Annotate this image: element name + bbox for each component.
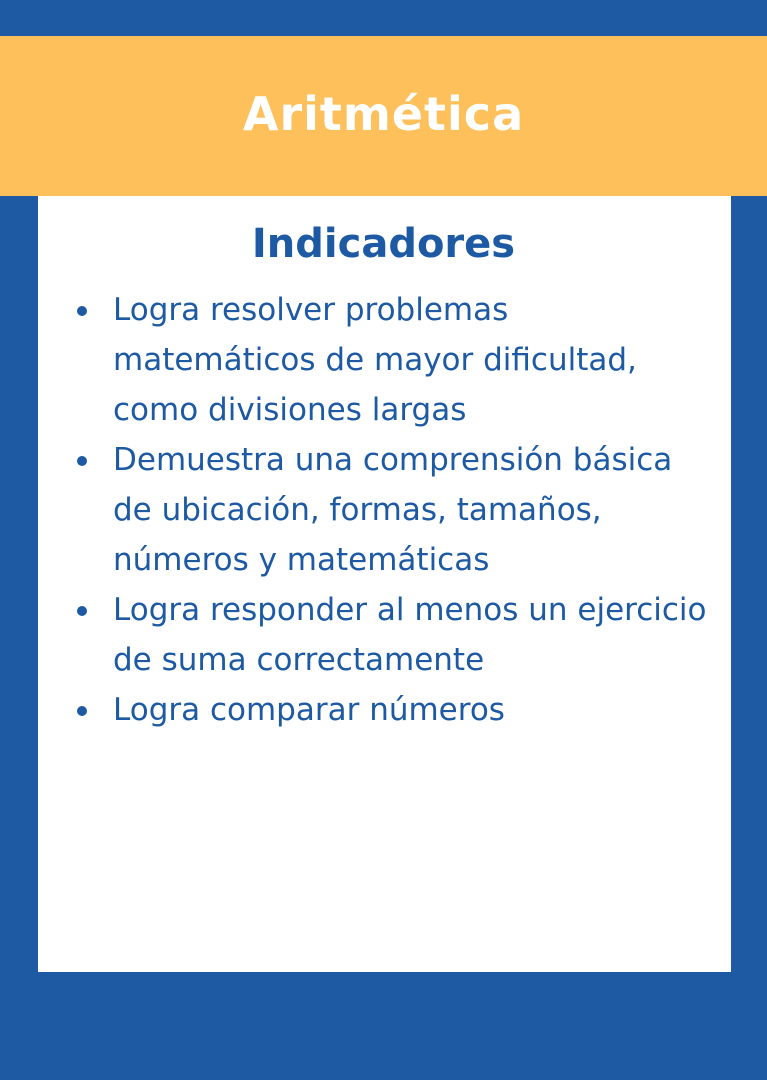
indicator-item — [72, 685, 712, 735]
header-band — [0, 36, 767, 196]
indicator-text: Logra comparar números — [113, 692, 505, 728]
bullet-icon — [77, 606, 87, 616]
indicator-text: Logra resolver problemas matemáticos de mayor dificultad, como divisiones largas — [113, 292, 637, 428]
bullet-icon — [77, 706, 87, 716]
bullet-icon — [77, 306, 87, 316]
bullet-icon — [77, 456, 87, 466]
header-title: Aritmética — [242, 87, 525, 141]
indicator-item — [72, 585, 712, 685]
indicator-text: Logra responder al menos un ejercicio de suma correctamente — [113, 592, 707, 678]
indicator-list — [72, 285, 712, 735]
indicator-text: Demuestra una comprensión básica de ubicación, formas, tamaños, números y matemáticas — [113, 442, 673, 578]
indicator-item — [72, 285, 712, 435]
indicator-item — [72, 435, 712, 585]
section-title: Indicadores — [251, 221, 516, 267]
